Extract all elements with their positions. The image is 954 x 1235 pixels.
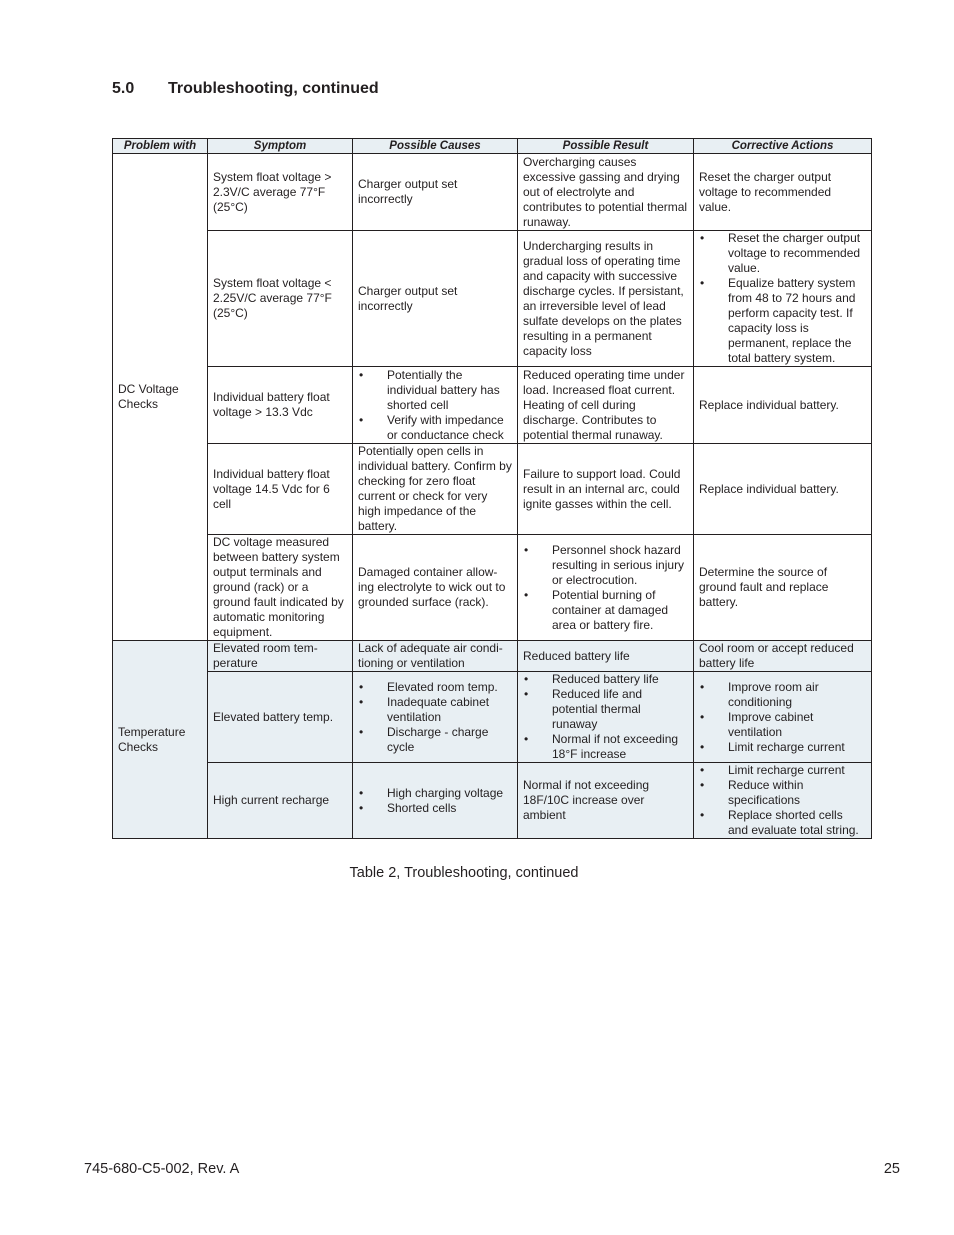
symptom-cell: Elevated room tem-perature [208, 641, 353, 672]
table-row [113, 763, 872, 839]
list-item: • Reset the charger output voltage to recommended value. [699, 231, 866, 276]
list-item: • Improve room air conditioning [699, 680, 866, 710]
actions-cell [694, 672, 872, 763]
actions-list [699, 680, 866, 755]
result-cell: Overcharging causes excessive gassing and drying out of electrolyte and contributes to potential thermal runaway. [518, 154, 694, 231]
actions-cell [694, 231, 872, 367]
list-item: • Shorted cells [358, 801, 512, 816]
list-item: • Improve cabinet ventilation [699, 710, 866, 740]
header-corrective-actions: Corrective Actions [694, 139, 872, 154]
actions-cell [694, 763, 872, 839]
result-cell: Failure to support load. Could result in an internal arc, could ignite gasses within the cell. [518, 444, 694, 535]
causes-cell: Charger output set incorrectly [353, 154, 518, 231]
list-item: • Normal if not exceeding 18°F increase [523, 732, 688, 762]
list-item: • Equalize battery system from 48 to 72 hours and perform capacity test. If capacity loss is permanent, replace the total battery system. [699, 276, 866, 366]
document-id: 745-680-C5-002, Rev. A [84, 1161, 240, 1177]
list-item: • Reduced life and potential thermal runaway [523, 687, 688, 732]
result-cell: Reduced battery life [518, 641, 694, 672]
symptom-cell: System float voltage < 2.25V/C average 77°F (25°C) [208, 231, 353, 367]
section-heading [112, 80, 379, 98]
actions-cell: Reset the charger output voltage to recommended value. [694, 154, 872, 231]
header-possible-causes: Possible Causes [353, 139, 518, 154]
troubleshooting-table [112, 138, 872, 839]
list-item: • Discharge - charge cycle [358, 725, 512, 755]
actions-cell: Cool room or accept reduced battery life [694, 641, 872, 672]
causes-cell: Lack of adequate air condi-tioning or ventilation [353, 641, 518, 672]
symptom-cell: DC voltage measured between battery system output terminals and ground (rack) or a ground fault indicated by automatic monitoring equipment. [208, 535, 353, 641]
causes-cell [353, 367, 518, 444]
header-possible-result: Possible Result [518, 139, 694, 154]
actions-list [699, 231, 866, 366]
table-row [113, 641, 872, 672]
causes-cell [353, 763, 518, 839]
causes-list [358, 368, 512, 443]
symptom-cell: Elevated battery temp. [208, 672, 353, 763]
header-problem-with: Problem with [113, 139, 208, 154]
result-cell [518, 535, 694, 641]
header-symptom: Symptom [208, 139, 353, 154]
problem-cell-dc-voltage: DC Voltage Checks [113, 154, 208, 641]
causes-cell: Potentially open cells in individual battery. Confirm by checking for zero float current or check for very high impedance of the battery. [353, 444, 518, 535]
table-row [113, 444, 872, 535]
causes-list [358, 680, 512, 755]
actions-cell: Replace individual battery. [694, 444, 872, 535]
section-title: Troubleshooting, continued [168, 80, 379, 97]
causes-cell: Charger output set incorrectly [353, 231, 518, 367]
list-item: • Potential burning of container at damaged area or battery fire. [523, 588, 688, 633]
result-cell: Undercharging results in gradual loss of operating time and capacity with successive discharge cycles. If persistant, an irreversible level of lead sulfate develops on the plates resulting in a permanent capacity loss [518, 231, 694, 367]
actions-list [699, 763, 866, 838]
list-item: • High charging voltage [358, 786, 512, 801]
list-item: • Potentially the individual battery has shorted cell [358, 368, 512, 413]
list-item: • Reduce within specifications [699, 778, 866, 808]
list-item: • Reduced battery life [523, 672, 688, 687]
table-row [113, 367, 872, 444]
list-item: • Elevated room temp. [358, 680, 512, 695]
symptom-cell: Individual battery float voltage > 13.3 Vdc [208, 367, 353, 444]
page-number: 25 [883, 1161, 900, 1177]
actions-cell: Replace individual battery. [694, 367, 872, 444]
list-item: • Replace shorted cells and evaluate total string. [699, 808, 866, 838]
table-row [113, 535, 872, 641]
result-cell: Reduced operating time under load. Increased float current. Heating of cell during discharge. Contributes to potential thermal runaway. [518, 367, 694, 444]
result-list [523, 543, 688, 633]
causes-cell [353, 672, 518, 763]
list-item: • Limit recharge current [699, 763, 866, 778]
causes-list [358, 786, 512, 816]
causes-cell: Damaged container allow-ing electrolyte to wick out to grounded surface (rack). [353, 535, 518, 641]
result-cell [518, 672, 694, 763]
list-item: • Verify with impedance or conductance check [358, 413, 512, 443]
symptom-cell: Individual battery float voltage 14.5 Vdc for 6 cell [208, 444, 353, 535]
list-item: • Personnel shock hazard resulting in serious injury or electrocution. [523, 543, 688, 588]
list-item: • Inadequate cabinet ventilation [358, 695, 512, 725]
section-number: 5.0 [112, 80, 135, 97]
problem-cell-temperature: Temperature Checks [113, 641, 208, 839]
result-list [523, 672, 688, 762]
list-item: • Limit recharge current [699, 740, 866, 755]
symptom-cell: System float voltage > 2.3V/C average 77°F (25°C) [208, 154, 353, 231]
actions-cell: Determine the source of ground fault and replace battery. [694, 535, 872, 641]
table-header-row [113, 139, 872, 154]
table-row [113, 231, 872, 367]
table-row [113, 154, 872, 231]
table-caption: Table 2, Troubleshooting, continued [349, 865, 579, 881]
result-cell: Normal if not exceeding 18F/10C increase over ambient [518, 763, 694, 839]
table-row [113, 672, 872, 763]
symptom-cell: High current recharge [208, 763, 353, 839]
